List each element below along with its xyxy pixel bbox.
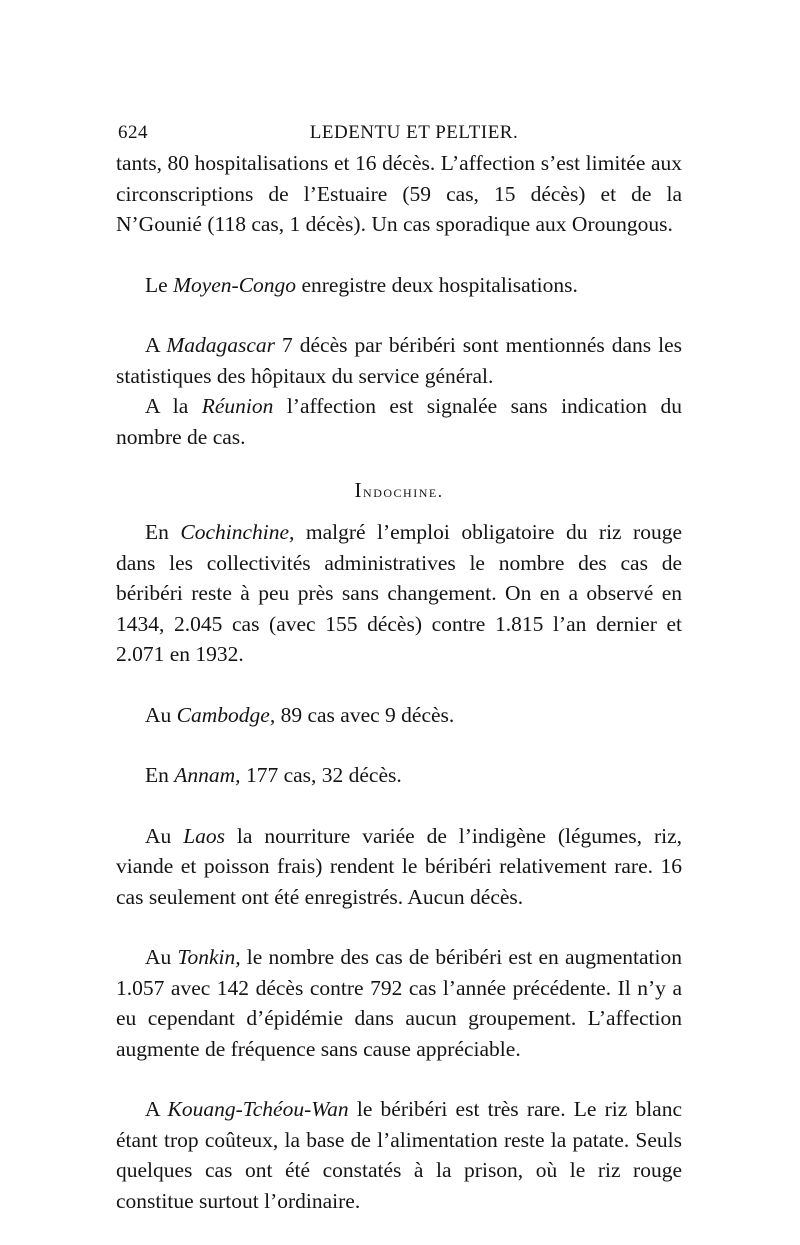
section-title-initial: I	[354, 478, 364, 502]
paragraph-text: A	[145, 333, 167, 357]
paragraph-text: enregistre deux hospitalisations.	[296, 272, 578, 297]
paragraph-text: 89 cas avec 9 décès.	[275, 702, 455, 727]
paragraph-text: 7 décès par béribéri sont mentionnés dans les statistiques des hôpitaux du service général.	[116, 333, 683, 388]
paragraph-cambodge	[116, 700, 682, 731]
paragraph-madagascar	[116, 330, 682, 391]
paragraph-text: le nombre des cas de béribéri est en augmentation 1.057 avec 142 décès contre 792 cas l’année précédente. Il n’y a eu cependant d’épidémie dans aucun groupement. L’affection augmente de fréquence sans cause appréciable.	[116, 945, 682, 1061]
paragraph-text: l’affection est signalée sans indication du nombre de cas.	[116, 394, 682, 449]
paragraph-kouang-tcheou-wan	[116, 1094, 682, 1216]
paragraph-annam	[116, 760, 682, 791]
place-name: Cambodge,	[176, 702, 276, 727]
section-title-text: ndochine.	[363, 482, 444, 501]
paragraph-text: En	[145, 520, 181, 544]
place-name: Laos	[183, 823, 226, 848]
paragraph-gabon-continued: tants, 80 hospitalisations et 16 décès. L’affection s’est limitée aux circonscriptions de l’Estuaire (59 cas, 15 décès) et de la N’Gounié (118 cas, 1 décès). Un cas sporadique aux Oroungous.	[116, 151, 682, 236]
place-name: Annam,	[174, 763, 241, 787]
place-name: Tonkin,	[177, 945, 241, 969]
paragraph-text: En	[145, 763, 175, 787]
place-name: Réunion	[201, 394, 274, 418]
paragraph-text: A	[145, 1097, 168, 1121]
paragraph-text: A la	[145, 394, 202, 418]
paragraph-text: Le	[145, 272, 174, 297]
document-page	[116, 118, 682, 1216]
paragraph-text: Au	[145, 823, 184, 848]
place-name: Cochinchine,	[180, 520, 295, 544]
place-name: Kouang-Tchéou-Wan	[167, 1097, 349, 1121]
section-title-indochine	[116, 478, 682, 503]
paragraph-reunion	[116, 391, 682, 452]
place-name: Madagascar	[166, 333, 276, 357]
paragraph-text: Au	[145, 702, 177, 727]
page-number: 624	[118, 122, 148, 143]
paragraph-laos	[116, 821, 682, 913]
paragraph-text: le béribéri est très rare. Le riz blanc étant trop coûteux, la base de l’alimentation reste la patate. Seuls quelques cas ont été constatés à la prison, où le riz rouge constitue surtout l’ordinaire.	[116, 1097, 683, 1213]
running-title: LEDENTU ET PELTIER.	[309, 122, 519, 143]
paragraph-text: Au	[145, 945, 178, 969]
paragraph-moyen-congo	[116, 270, 682, 301]
running-head	[116, 118, 682, 148]
paragraph-text: malgré l’emploi obligatoire du riz rouge dans les collectivités administratives le nombre des cas de béribéri reste à peu près sans changement. On en a observé en 1434, 2.045 cas (avec 155 décès) contre 1.815 l’an dernier et 2.071 en 1932.	[116, 520, 682, 666]
place-name: Moyen-Congo	[173, 272, 297, 297]
paragraph-text: 177 cas, 32 décès.	[240, 763, 402, 787]
paragraph-text: la nourriture variée de l’indigène (légumes, riz, viande et poisson frais) rendent le béribéri relativement rare. 16 cas seulement ont été enregistrés. Aucun décès.	[116, 823, 682, 909]
paragraph-tonkin	[116, 942, 682, 1064]
paragraph-cochinchine	[116, 517, 682, 670]
